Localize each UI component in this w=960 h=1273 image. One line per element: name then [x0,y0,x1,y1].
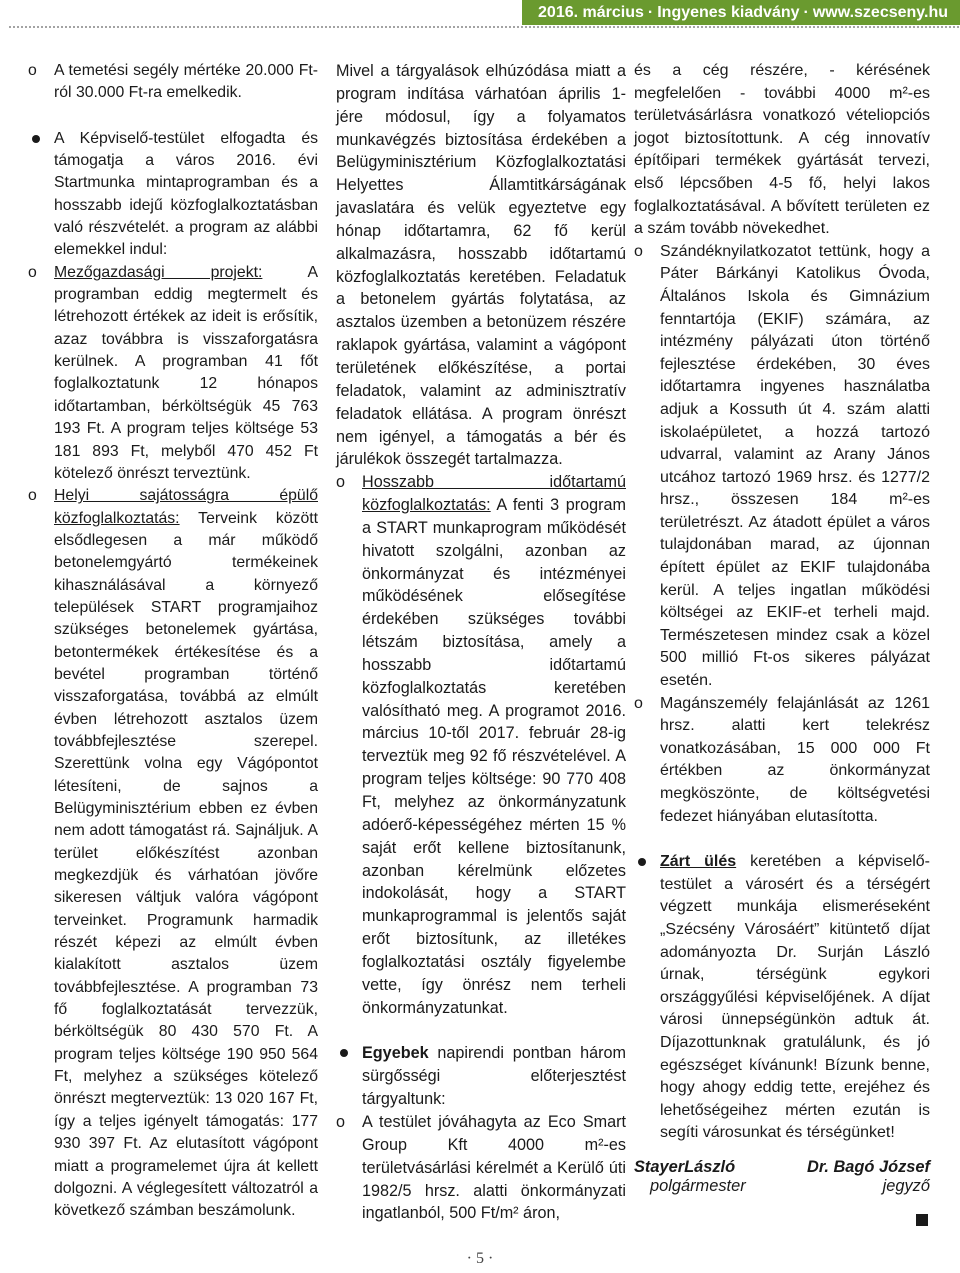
circle-bullet-icon: o [28,487,37,505]
end-of-article-icon [916,1214,928,1226]
header-banner [522,0,960,25]
header-separator: · [647,4,654,21]
header-website: www.szecseny.hu [812,4,948,21]
paragraph-text: napirendi pontban három sürgősségi előterjesztést tárgyaltunk: [362,1044,627,1109]
list-item [634,693,930,829]
bullet-icon [32,135,40,143]
paragraph-text: Magánszemély felajánlását az 1261 hrsz. alatti kert telekrész vonatkozásában, 15 000 000 Ft értékben az önkormányzat megköszönte, de költségvetési fedezet hiányában elutasította. [660,694,930,825]
section-title: Zárt ülés [660,853,737,871]
list-item [28,485,318,1222]
section-title: Helyi sajátosságra épülő közfoglalkoztatás: [54,487,318,527]
bullet-icon [340,1049,348,1057]
list-item [28,262,318,485]
circle-bullet-icon: o [28,263,37,281]
list-item [634,851,930,1145]
paragraph-text: A programban eddig megtermelt és létrehozott értékek az ideit is erősítik, azaz továbbra is visszaforgatásra kerülnek. A programban 41 főt foglalkoztatunk 12 hónapos időtartamban, bérköltségük 45 763 193 Ft. A program teljes költsége 53 181 893 Ft, melyből 470 452 Ft kötelező önrészt terveztünk. [54,263,318,482]
paragraph-text: Terveink között elsődlegesen a már működő betonelemgyártó termékeinek kihasználásával a környező települések START programjaihoz szükséges betonelemek gyártása, betontermékek értékesítése és a bevétel programban történő visszaforgatása, továbbá az elmúlt évben létrehozott asztalos üzem továbbfejlesztése szerepel. Szerettünk volna egy Vágópontot létesíteni, de sajnos a Belügyminisztérium ebben ez évben nem adott támogatást rá. Sajnáljuk. A terület előkészítést azonban megkezdjük és várhatóan jövőre sikeresen váltjuk valóra vágópont terveinket. Programunk harmadik részét képezi az elmúlt évben kialakított asztalos üzem továbbfejlesztése. A programban 73 fő foglalkoztatását tervezzük, bérköltségük 80 430 570 Ft. A program teljes költsége 190 950 564 Ft, melyhez a szükséges kötelező önrészt megterveztük: 13 020 167 Ft, így a teljes igényelt támogatás: 177 930 397 Ft. Az elutasított vágópont miatt a programelemet újra át kellett dolgozni. A véglegesített változatról a következő számban beszámolunk. [54,509,319,1220]
list-item [28,128,318,262]
circle-bullet-icon: o [336,473,346,492]
list-item [28,60,318,105]
circle-bullet-icon: o [634,694,643,712]
signature-title-left: polgármester [650,1177,746,1195]
paragraph-text: A temetési segély mértéke 20.000 Ft-ról 30.000 Ft-ra emelkedik. [54,62,318,102]
circle-bullet-icon: o [336,1112,346,1131]
signature-block [634,1158,930,1196]
list-item [336,471,626,1019]
circle-bullet-icon: o [634,242,643,260]
column-3 [634,60,930,1145]
list-item [634,241,930,693]
page-number: · 5 · [466,1250,494,1267]
page-header [0,0,960,40]
list-item [336,1111,626,1225]
paragraph-text: Szándéknyilatkozatot tettünk, hogy a Páter Bárkányi Katolikus Óvoda, Általános Iskola és Gimnázium fenntartója (EKIF) számára, az intézmény pályázati úton történő fejlesztése érdekében, 30 éves időtartamra ingyenes használatba adjuk a Kossuth út 4. szám alatti iskolaépületet, a hozzá tartozó udvarral, valamint az Arany János utcához tartozó 1969 hrsz. és 1277/2 hrsz., összesen 184 m²-es területrészt. Az átadott épület a város tulajdonában marad, az újonnan épített épület az EKIF tulajdonába kerül. A teljes ingatlan működési költségei az EKIF-et terheli majd. Természetesen mindez csak a közel 500 millió Ft-os sikeres pályázat esetén. [660,242,930,690]
column-1 [28,60,318,1223]
section-title: Egyebek [362,1044,429,1063]
circle-bullet-icon: o [28,62,37,79]
paragraph-text: A fenti 3 program a START munkaprogram működését hivatott szolgálni, azonban az önkormányzat és intézményei működésének elősegítése érdekében szükséges további létszám biztosítása, amely a hosszabb időtartamú közfoglalkoztatás keretében valósítható meg. A programot 2016. március 10-től 2017. február 28-ig terveztük meg 92 fő részvételével. A program teljes költsége: 90 770 408 Ft, melyhez az önkormányzatunk adóerő-képességéhez mérten 15 % saját erőt kellene biztosítanunk, azonban kérelmünk előzetes indokolását, hogy a START munkaprogrammal is jelentős saját erőt biztosítunk, az illetékes foglalkoztatási osztály figyelembe vette, így önrész nem terheli önkormányzatunkat. [362,496,626,1017]
signature-name-left: StayerLászló [634,1158,736,1176]
paragraph-text: keretében a képviselő-testület a városért és a térségért végzett munkája elismeréseként „Szécsény Városáért” kitüntető díjat adományozta Dr. Surján László úrnak, térségünk egykori országgyűlési képviselőjének. A díjat városi ünnepségünkön adtuk át. Díjazottunknak gratulálunk, és jó egészséget kívánunk! Bízunk benne, hogy ahogy eddig tette, erejéhez és lehetőségeihez mérten ezután is segíti városunkat és térségünket! [660,853,930,1142]
header-dotted-rule [8,26,960,28]
paragraph-text: A Képviselő-testület elfogadta és támogatja a város 2016. évi Startmunka mintaprogramban és a hosszabb idejű közfoglalkoztatásban való részvételét. a program az alábbi elemekkel indul: [54,129,318,259]
signature-title-right: jegyző [882,1177,930,1195]
column-2 [336,60,626,1225]
signature-name-right: Dr. Bagó József [807,1158,930,1176]
section-title: Mezőgazdasági projekt: [54,263,263,281]
header-separator: · [803,4,809,21]
paragraph-text: és a cég részére, - kérésének megfelelően - további 4000 m²-es területvásárlásra vonatkozó vételiopciós jogot biztosítottunk. A cég innovatív építőipari termékek gyártását tervezi, első lépcsőben 4-5 fő, helyi lakos foglalkoztatásával. A bővített területen ez a szám tovább növekedhet. [634,62,930,238]
list-item [336,1042,626,1111]
bullet-icon [638,858,646,866]
header-edition: Ingyenes kiadvány [657,4,800,21]
section-title: Hosszabb időtartamú közfoglalkoztatás: [362,473,626,515]
paragraph-text: A testület jóváhagyta az Eco Smart Group Kft 4000 m²-es területvásárlási kérelmét a Kerülő úti 1982/5 hrsz. alatti önkormányzati ingatlanból, 500 Ft/m² áron, [362,1112,626,1223]
header-date: 2016. március [538,4,644,21]
paragraph-text: Mivel a tárgyalások elhúzódása miatt a program indítása várhatóan április 1-jére módosul, így a folyamatos munkavégzés biztosítása érdekében a Belügyminisztérium Közfoglalkoztatási Helyettes Államtitkárságának javaslatára és velük egyeztetve egy hónap időtartamra, 62 fő kerül alkalmazásra, hosszabb időtartamú közfoglalkoztatás keretében. Feladatuk a betonelem gyártás folytatása, az asztalos üzemben a betonüzem részére raklapok gyártása, valamint a vágópont területének előkészítése, a portai feladatok, valamint az adminisztratív feladatok ellátása. A program önrészt nem igényel, a támogatás a bér és járulékok összegét tartalmazza. [336,62,626,469]
